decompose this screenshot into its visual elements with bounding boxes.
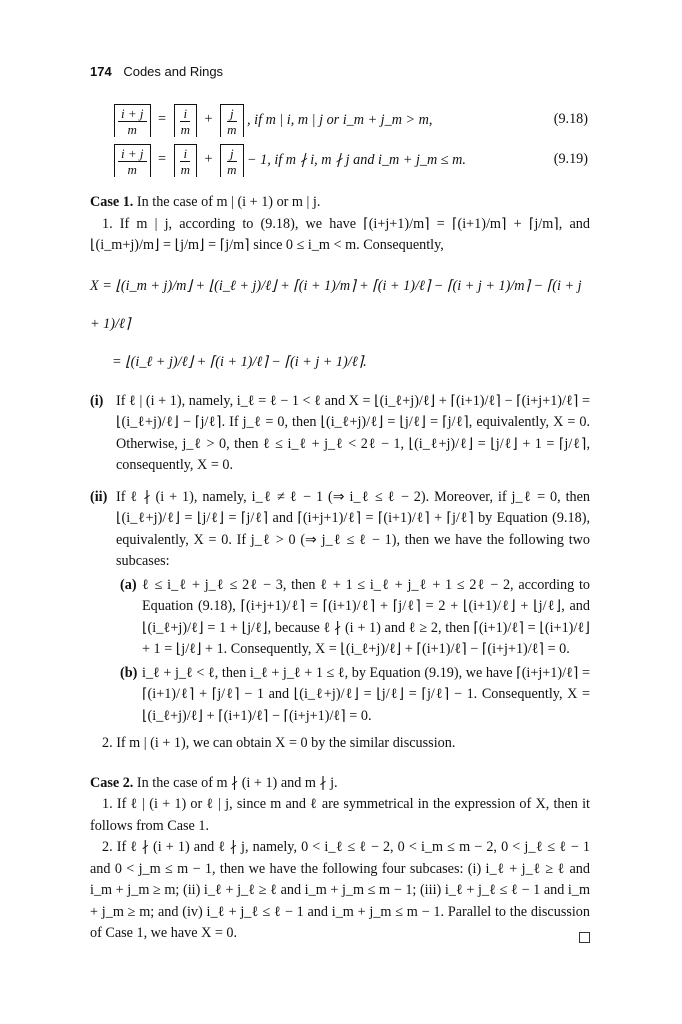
item-ii-label: (ii) [90,488,108,505]
eq2-t1-num: i [180,146,190,162]
subcase-a-text: ℓ ≤ i_ℓ + j_ℓ ≤ 2ℓ − 3, then ℓ + 1 ≤ i_ℓ + j_ℓ + 1 ≤ 2ℓ − 2, according to Equation (9.18), ⌈(i+j+1)/ℓ⌉ = ⌈(i+1)/ℓ⌉ + ⌈j/ℓ⌉ = 2 + ⌊(i+1)/ℓ⌋ + ⌊j/ℓ⌋, and ⌊(i_ℓ+j)/ℓ⌋ = 1 + ⌊j/ℓ⌋, because ℓ ∤ (i + 1) and ℓ ≥ 2, then ⌈(i+1)/ℓ⌉ = ⌊(i+1)/ℓ⌋ + 1 = ⌊j/ℓ⌋ + 1. Consequently, X = ⌊(i_ℓ+j)/ℓ⌋ + ⌈(i+1)/ℓ⌉ − ⌈(i+j+1)/ℓ⌉ = 0. [142,576,590,657]
running-title: Codes and Rings [123,64,224,79]
case2-paragraph-2-wrap [90,837,590,945]
display-line-1: X = ⌊(i_m + j)/m⌋ + ⌊(i_ℓ + j)/ℓ⌋ + ⌈(i + 1)/m⌉ + ⌈(i + 1)/ℓ⌉ − ⌈(i + j + 1)/m⌉ − ⌈(i + j + 1)/ℓ⌉ [90,277,582,332]
eq2-condition: − 1, if m ∤ i, m ∤ j and i_m + j_m ≤ m. [247,151,466,168]
page-number: 174 [90,64,112,79]
case2-heading-text: In the case of m ∤ (i + 1) and m ∤ j. [136,774,338,791]
running-header [90,64,223,79]
subcase-a [116,575,590,661]
equation-9-18: $\frac{i + j}{m}$ = $\frac{i}{m}$ + $\frac{j}{m}$ , if m | i, m | j or i_m + j_m > m, (9.18) [90,100,590,140]
qed-square-icon [579,932,590,943]
case1-paragraph-2: 2. If m | (i + 1), we can obtain X = 0 by the similar discussion. [102,735,456,751]
item-i-text: If ℓ | (i + 1), namely, i_ℓ = ℓ − 1 < ℓ and X = ⌊(i_ℓ+j)/ℓ⌋ + ⌈(i+1)/ℓ⌉ − ⌈(i+j+1)/ℓ⌉ = ⌊(i_ℓ+j)/ℓ⌋ − ⌈j/ℓ⌉. If j_ℓ = 0, then ⌊(i_ℓ+j)/ℓ⌋ = ⌊j/ℓ⌋ = ⌈j/ℓ⌉, equivalently, X = 0. Otherwise, j_ℓ > 0, then ℓ ≤ i_ℓ + j_ℓ < 2ℓ − 1, ⌊(i_ℓ+j)/ℓ⌋ = ⌊j/ℓ⌋ + 1 = ⌈j/ℓ⌉, consequently, X = 0. [116,392,590,473]
eq2-t1-den: m [180,161,190,177]
eq1-lhs-den: m [127,121,137,137]
eq1-t1-den: m [180,121,190,137]
eq2-lhs-num: i + j [118,146,147,162]
eq1-t2-den: m [227,121,237,137]
eq1-t2-num: j [227,106,237,122]
eq2-t2-den: m [227,161,237,177]
case1-item-i [90,391,590,477]
eq1-lhs-num: i + j [118,106,147,122]
eq1-condition: , if m | i, m | j or i_m + j_m > m, [247,111,433,128]
page-body [90,100,590,945]
subcase-a-label: (a) [120,576,137,593]
case1-heading [90,192,590,214]
case2-paragraph-1: 1. If ℓ | (i + 1) or ℓ | j, since m and ℓ are symmetrical in the expression of X, then it follows from Case 1. [90,796,590,834]
subcase-b-label: (b) [120,664,138,681]
case2-label: Case 2. [90,774,134,791]
case1-label: Case 1. [90,194,134,210]
case1-paragraph-1: 1. If m | j, according to (9.18), we have ⌈(i+j+1)/m⌉ = ⌈(i+1)/m⌉ + ⌈j/m⌉, and ⌊(i_m+j)/m⌋ = ⌊j/m⌋ = ⌈j/m⌉ since 0 ≤ i_m < m. Consequently, [90,215,590,253]
eq2-tag: (9.19) [553,151,588,168]
case2-paragraph-2: 2. If ℓ ∤ (i + 1) and ℓ ∤ j, namely, 0 < i_ℓ ≤ ℓ − 2, 0 < i_m ≤ m − 2, 0 < j_ℓ ≤ ℓ − 1 and 0 < j_m ≤ m − 1, then we have the following four subcases: (i) i_ℓ + j_ℓ ≥ ℓ and i_m + j_m ≥ m; (ii) i_ℓ + j_ℓ ≥ ℓ and i_m + j_m ≤ m − 1; (iii) i_ℓ + j_ℓ ≤ ℓ − 1 and i_m + j_m ≥ m; and (iv) i_ℓ + j_ℓ ≤ ℓ − 1 and i_m + j_m ≤ m − 1. Parallel to the discussion of Case 1, we have X = 0. [90,839,590,941]
item-i-label: (i) [90,392,104,409]
eq1-tag: (9.18) [553,111,588,128]
eq1-t1-num: i [180,106,190,122]
display-line-2: = ⌊(i_ℓ + j)/ℓ⌋ + ⌈(i + 1)/ℓ⌉ − ⌈(i + j + 1)/ℓ⌉. [112,353,367,370]
item-ii-text: If ℓ ∤ (i + 1), namely, i_ℓ ≠ ℓ − 1 (⇒ i_ℓ ≤ ℓ − 2). Moreover, if j_ℓ = 0, then ⌊(i_ℓ+j)/ℓ⌋ = ⌊j/ℓ⌋ = ⌈j/ℓ⌉ and ⌈(i+j+1)/ℓ⌉ = ⌈(i+1)/ℓ⌉ + ⌈j/ℓ⌉ by Equation (9.18), equivalently, X = 0. If j_ℓ > 0 (⇒ j_ℓ ≤ ℓ − 1), then we have the following two subcases: [116,488,590,569]
eq2-t2-num: j [227,146,237,162]
subcase-b [116,663,590,728]
equation-9-19: $\frac{i + j}{m}$ = $\frac{i}{m}$ + $\frac{j}{m}$ − 1, if m ∤ i, m ∤ j and i_m + j_m ≤ m. (9.19) [90,140,590,180]
case1-heading-text: In the case of m | (i + 1) or m | j. [136,194,321,210]
case1-item-ii [90,487,590,728]
subcase-b-text: i_ℓ + j_ℓ < ℓ, then i_ℓ + j_ℓ + 1 ≤ ℓ, by Equation (9.19), we have ⌈(i+j+1)/ℓ⌉ = ⌈(i+1)/ℓ⌉ + ⌈j/ℓ⌉ − 1 and ⌊(i_ℓ+j)/ℓ⌋ = ⌊j/ℓ⌋ = ⌈j/ℓ⌉ − 1. Consequently, X = ⌊(i_ℓ+j)/ℓ⌋ + ⌈(i+1)/ℓ⌉ − ⌈(i+j+1)/ℓ⌉ = 0. [142,664,590,724]
case2-heading [90,773,590,795]
display-equation-x [90,267,590,381]
eq2-lhs-den: m [127,161,137,177]
